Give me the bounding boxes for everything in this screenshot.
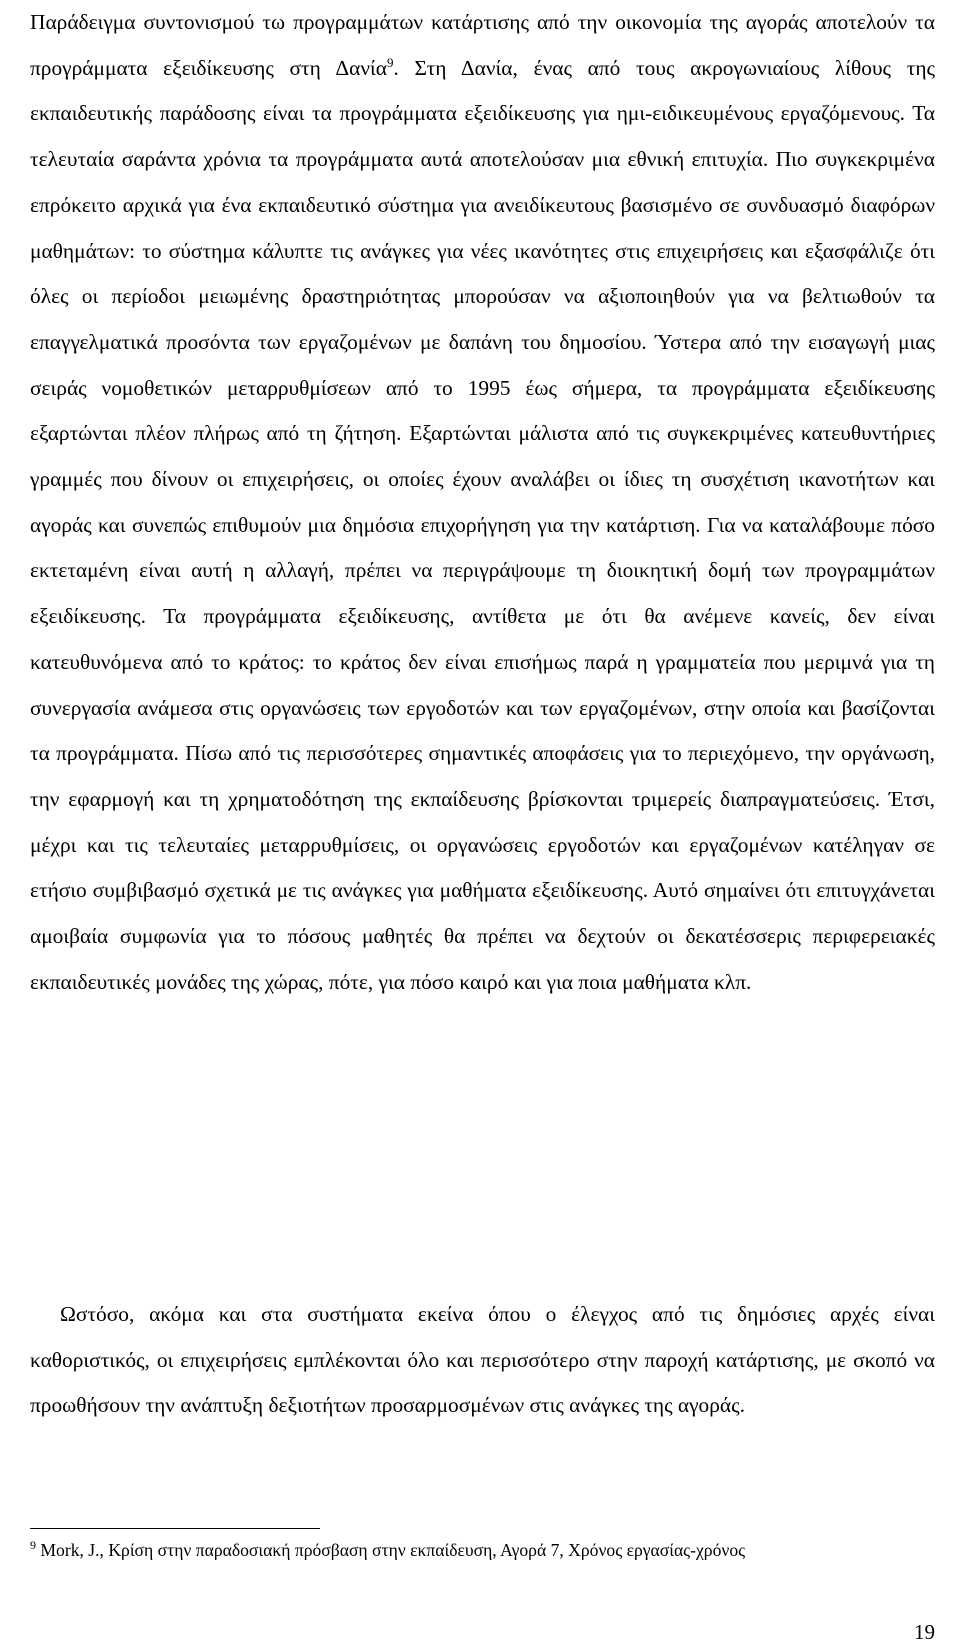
footnote-reference: 9 bbox=[386, 54, 394, 70]
footnote bbox=[30, 1533, 935, 1567]
footnote-text: Mork, J., Κρίση στην παραδοσιακή πρόσβαση στην εκπαίδευση, Αγορά 7, Χρόνος εργασίας-χρόνος bbox=[36, 1540, 746, 1560]
paragraph-1-text-start: Παράδειγμα συντονισμού τω προγραμμάτων κατάρτισης από την οικονομία της αγοράς αποτελούν τα προγράμματα εξειδίκευσης στη Δανία bbox=[30, 10, 935, 80]
page-number: 19 bbox=[914, 1620, 935, 1644]
paragraph-1-text-rest: . Στη Δανία, ένας από τους ακρογωνιαίους λίθους της εκπαιδευτικής παράδοσης είναι τα προγράμματα εξειδίκευσης για ημι-ειδικευμένους εργαζόμενους. Τα τελευταία σαράντα χρόνια τα προγράμματα αυτά αποτελούσαν μια εθνική επιτυχία. Πιο συγκεκριμένα επρόκειτο αρχικά για ένα εκπαιδευτικό σύστημα για ανειδίκευτους βασισμένο σε συνδυασμό διαφόρων μαθημάτων: το σύστημα κάλυπτε τις ανάγκες για νέες ικανότητες στις επιχειρήσεις και εξασφάλιζε ότι όλες οι περίοδοι μειωμένης δραστηριότητας μπορούσαν να αξιοποιηθούν για να βελτιωθούν τα επαγγελματικά προσόντα των εργαζομένων με δαπάνη του δημοσίου. Ύστερα από την εισαγωγή μιας σειράς νομοθετικών μεταρρυθμίσεων από το 1995 έως σήμερα, τα προγράμματα εξειδίκευσης εξαρτώνται πλέον πλήρως από τη ζήτηση. Εξαρτώνται μάλιστα από τις συγκεκριμένες κατευθυντήριες γραμμές που δίνουν οι επιχειρήσεις, οι οποίες έχουν αναλάβει οι ίδιες τη συσχέτιση ικανοτήτων και αγοράς και συνεπώς επιθυμούν μια δημόσια επιχορήγηση για την κατάρτιση. Για να καταλάβουμε πόσο εκτεταμένη είναι αυτή η αλλαγή, πρέπει να περιγράψουμε τη διοικητική δομή των προγραμμάτων εξειδίκευσης. Τα προγράμματα εξειδίκευσης, αντίθετα με ότι θα ανέμενε κανείς, δεν είναι κατευθυνόμενα από το κράτος: το κράτος δεν είναι επισήμως παρά η γραμματεία που μεριμνά για τη συνεργασία ανάμεσα στις οργανώσεις των εργοδοτών και των εργαζομένων, στην οποία και βασίζονται τα προγράμματα. Πίσω από τις περισσότερες σημαντικές αποφάσεις για το περιεχόμενο, την οργάνωση, την εφαρμογή και τη χρηματοδότηση της εκπαίδευσης βρίσκονται τριμερείς διαπραγματεύσεις. Έτσι, μέχρι και τις τελευταίες μεταρρυθμίσεις, οι οργανώσεις εργοδοτών και εργαζομένων κατέληγαν σε ετήσιο συμβιβασμό σχετικά με τις ανάγκες για μαθήματα εξειδίκευσης. Αυτό σημαίνει ότι επιτυγχάνεται αμοιβαία συμφωνία για το πόσους μαθητές θα πρέπει να δεχτούν οι δεκατέσσερις περιφερειακές εκπαιδευτικές μονάδες της χώρας, πότε, για πόσο καιρό και για ποια μαθήματα κλπ. bbox=[30, 55, 935, 994]
footnote-separator bbox=[30, 1528, 320, 1529]
paragraph-2-text: Ωστόσο, ακόμα και στα συστήματα εκείνα όπου ο έλεγχος από τις δημόσιες αρχές είναι καθοριστικός, οι επιχειρήσεις εμπλέκονται όλο και περισσότερο στην παροχή κατάρτισης, με σκοπό να προωθήσουν την ανάπτυξη δεξιοτήτων προσαρμοσμένων στις ανάγκες της αγοράς. bbox=[30, 1302, 935, 1418]
body-paragraph-1 bbox=[30, 0, 935, 1005]
body-paragraph-2 bbox=[30, 1292, 935, 1429]
footnote-number: 9 bbox=[30, 1538, 36, 1553]
